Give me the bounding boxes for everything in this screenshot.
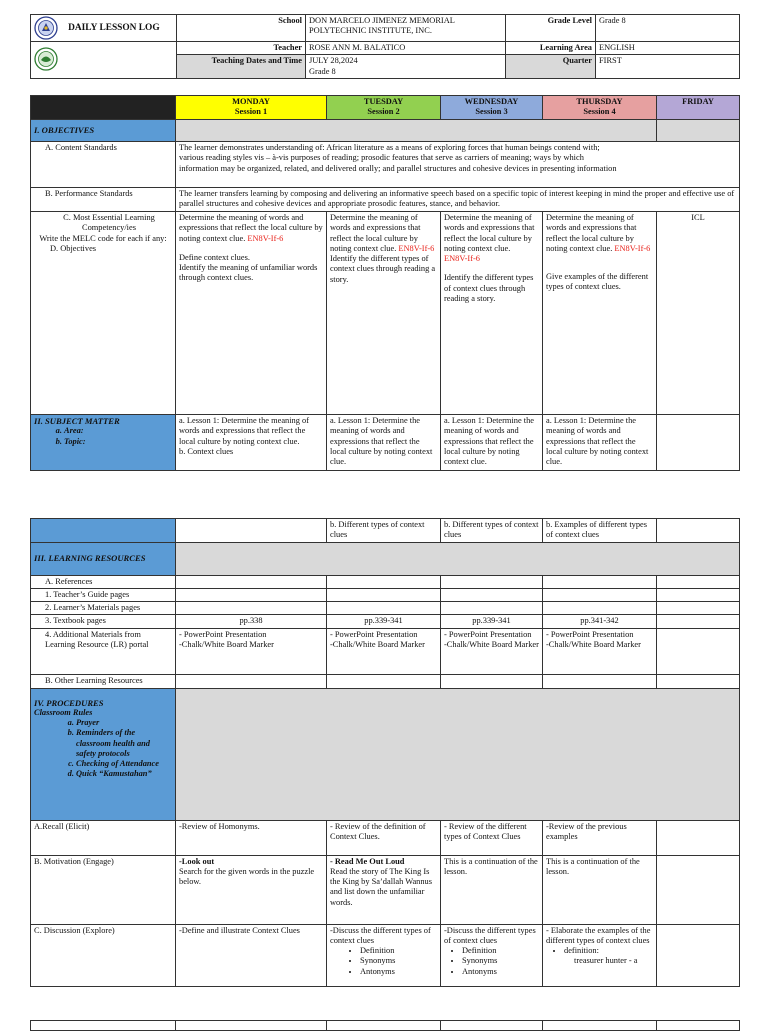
recall-label: A.Recall (Elicit) (31, 820, 176, 855)
procedures-heading-cell (31, 688, 176, 820)
thursday-session: Session 4 (583, 107, 616, 117)
next-row-tue (327, 1021, 441, 1031)
school-value: DON MARCELO JIMENEZ MEMORIAL POLYTECHNIC INSTITUTE, INC. (306, 15, 506, 42)
next-row-thu (543, 1021, 657, 1031)
materials-tue: - PowerPoint Presentation -Chalk/White Board Marker (327, 628, 441, 674)
discussion-thu (543, 924, 657, 986)
discussion-tue-text: -Discuss the different types of context clues (330, 925, 431, 945)
learning-resources-fill (176, 542, 740, 575)
log-title: DAILY LESSON LOG (68, 22, 160, 33)
references-mon (176, 575, 327, 588)
dates-value-line1: JULY 28,2024 (309, 56, 358, 66)
objectives-heading-fill-fri (657, 120, 740, 142)
discussion-wed (441, 924, 543, 986)
melc-label-3: D. Objectives (50, 243, 97, 253)
learning-area-label: Learning Area (506, 42, 596, 55)
teacher-value: ROSE ANN M. BALATICO (306, 42, 506, 55)
procedures-fill (176, 688, 740, 820)
tuesday-objective-a: Determine the meaning of words and expressions that reflect the local culture by noting context clue. (330, 213, 421, 253)
thursday-melc-code: EN8V-If-6 (614, 243, 651, 253)
wednesday-session: Session 3 (475, 107, 508, 117)
motivation-tue (327, 855, 441, 924)
references-tue (327, 575, 441, 588)
classroom-rules-label: Classroom Rules (34, 707, 93, 717)
subject-matter-heading-cell (31, 415, 176, 471)
grade-level-label: Grade Level (506, 15, 596, 42)
dates-value-line2: Grade 8 (309, 66, 336, 76)
discussion-thu-text: - Elaborate the examples of the different types of context clues (546, 925, 651, 945)
rule-item: c. Checking of Attendance (76, 759, 172, 769)
monday-objective-a: Determine the meaning of words and expressions that reflect the local culture by noting context clue. (179, 213, 323, 243)
tg-wed (441, 588, 543, 601)
tuesday-name: TUESDAY (363, 97, 404, 106)
tuesday-subject: a. Lesson 1: Determine the meaning of words and expressions that reflect the local culture by noting context clue. (327, 415, 441, 471)
discussion-tue-item: • Antonyms (360, 967, 437, 977)
textbook-pages-label: 3. Textbook pages (31, 615, 176, 628)
lesson-log-table-3 (30, 1020, 740, 1031)
textbook-wed: pp.339-341 (441, 615, 543, 628)
subject-continuation-label (31, 519, 176, 543)
melc-label-cell (31, 212, 176, 415)
other-tue (327, 674, 441, 688)
header-title-cell (31, 15, 177, 42)
next-row-label (31, 1021, 176, 1031)
materials-fri (657, 628, 740, 674)
rule-item: d. Quick “Kamustahan” (76, 769, 172, 779)
monday-subject-a: a. Lesson 1: Determine the meaning of words and expressions that reflect the local culture by noting context clue. (179, 416, 310, 446)
discussion-label: C. Discussion (Explore) (31, 924, 176, 986)
motivation-label: B. Motivation (Engage) (31, 855, 176, 924)
thursday-objectives (543, 212, 657, 415)
subject-matter-topic: b. Topic: (64, 437, 172, 447)
dates-value (306, 55, 506, 79)
motivation-tue-text: Read the story of The King Is the King by Sa’dallah Wannus and list down the unfamiliar words. (330, 866, 432, 907)
thursday-header (543, 96, 657, 120)
recall-tue: - Review of the definition of Context Clues. (327, 820, 441, 855)
tg-tue (327, 588, 441, 601)
motivation-thu: This is a continuation of the lesson. (543, 855, 657, 924)
tg-fri (657, 588, 740, 601)
other-mon (176, 674, 327, 688)
wednesday-objective-a: Determine the meaning of words and expressions that reflect the local culture by noting context clue. (444, 213, 535, 253)
motivation-mon (176, 855, 327, 924)
learning-area-value: ENGLISH (596, 42, 740, 55)
recall-wed: - Review of the different types of Context Clues (441, 820, 543, 855)
tuesday-melc-code: EN8V-If-6 (398, 243, 435, 253)
friday-header (657, 96, 740, 120)
recall-thu: -Review of the previous examples (543, 820, 657, 855)
wednesday-melc-code: EN8V-If-6 (444, 254, 480, 263)
thursday-objective-b: Give examples of the different types of context clues. (546, 272, 649, 292)
thursday-objective-a: Determine the meaning of words and expressions that reflect the local culture by noting context clue. (546, 213, 637, 253)
friday-name: FRIDAY (682, 97, 714, 106)
tuesday-session: Session 2 (367, 107, 400, 117)
next-row-mon (176, 1021, 327, 1031)
monday-melc-code: EN8V-If-6 (247, 233, 284, 243)
textbook-mon: pp.338 (176, 615, 327, 628)
quarter-value: FIRST (596, 55, 740, 79)
subject-matter-heading: II. SUBJECT MATTER (34, 416, 120, 426)
lm-wed (441, 602, 543, 615)
discussion-wed-item: • Definition (462, 946, 539, 956)
monday-objective-b: Define context clues. (179, 252, 250, 262)
additional-materials-label: 4. Additional Materials from Learning Resource (LR) portal (31, 628, 176, 674)
discussion-tue-list (330, 946, 437, 977)
references-thu (543, 575, 657, 588)
lesson-log-table-2 (30, 518, 740, 987)
motivation-tue-title: - Read Me Out Loud (330, 856, 405, 866)
motivation-mon-text: Search for the given words in the puzzle below. (179, 866, 315, 886)
learners-materials-label: 2. Learner’s Materials pages (31, 602, 176, 615)
lesson-log-table-1 (30, 95, 740, 471)
discussion-tue (327, 924, 441, 986)
content-standards-label: A. Content Standards (31, 142, 176, 188)
textbook-fri (657, 615, 740, 628)
friday-subject-cont (657, 519, 740, 543)
discussion-mon: -Define and illustrate Context Clues (176, 924, 327, 986)
tg-mon (176, 588, 327, 601)
monday-subject-cont (176, 519, 327, 543)
thursday-subject-b: b. Examples of different types of context clues (543, 519, 657, 543)
discussion-thu-extra: treasurer hunter - a (574, 956, 638, 966)
references-label: A. References (31, 575, 176, 588)
day-header-blank (31, 96, 176, 120)
wednesday-subject-b: b. Different types of context clues (441, 519, 543, 543)
friday-subject (657, 415, 740, 471)
wednesday-objectives (441, 212, 543, 415)
motivation-wed: This is a continuation of the lesson. (441, 855, 543, 924)
melc-label-1: C. Most Essential Learning Competency/ies (63, 213, 155, 233)
textbook-tue: pp.339-341 (327, 615, 441, 628)
melc-label-2: Write the MELC code for each if any: (39, 233, 167, 243)
recall-fri (657, 820, 740, 855)
objectives-heading: I. OBJECTIVES (31, 120, 176, 142)
materials-mon: - PowerPoint Presentation -Chalk/White Board Marker (176, 628, 327, 674)
tuesday-objectives (327, 212, 441, 415)
lm-tue (327, 602, 441, 615)
teachers-guide-label: 1. Teacher’s Guide pages (31, 588, 176, 601)
other-resources-label: B. Other Learning Resources (31, 674, 176, 688)
tuesday-header (327, 96, 441, 120)
learning-resources-heading: III. LEARNING RESOURCES (31, 542, 176, 575)
quarter-label: Quarter (506, 55, 596, 79)
monday-name: MONDAY (232, 97, 270, 106)
tuesday-objective-b: Identify the different types of context clues through reading a story. (330, 254, 436, 284)
rule-item: a. Prayer (76, 718, 172, 728)
objectives-heading-fill (176, 120, 657, 142)
lm-fri (657, 602, 740, 615)
references-wed (441, 575, 543, 588)
wednesday-header (441, 96, 543, 120)
lm-thu (543, 602, 657, 615)
dates-label: Teaching Dates and Time (177, 55, 306, 79)
performance-standards-text: The learner transfers learning by composing and delivering an informative speech based on a specific topic of interest keeping in mind the proper and effective use of parallel structures and cohesive devices and appropriate prosodic features, stance, and behavior. (176, 188, 740, 212)
subject-matter-list (34, 426, 172, 447)
discussion-thu-item: • definition: (564, 946, 653, 956)
discussion-tue-item: • Synonyms (360, 956, 437, 966)
tuesday-subject-b: b. Different types of context clues (327, 519, 441, 543)
school-label: School (177, 15, 306, 42)
monday-subject (176, 415, 327, 471)
thursday-subject: a. Lesson 1: Determine the meaning of words and expressions that reflect the local culture by noting context clue. (543, 415, 657, 471)
school-seal-icon (34, 47, 58, 71)
motivation-fri (657, 855, 740, 924)
thursday-name: THURSDAY (576, 97, 623, 106)
monday-header (176, 96, 327, 120)
wednesday-objective-b: Identify the different types of context clues through reading a story. (444, 273, 534, 303)
next-row-wed (441, 1021, 543, 1031)
procedures-heading: IV. PROCEDURES (34, 697, 104, 708)
materials-thu: - PowerPoint Presentation -Chalk/White Board Marker (543, 628, 657, 674)
other-fri (657, 674, 740, 688)
monday-objectives (176, 212, 327, 415)
textbook-thu: pp.341-342 (543, 615, 657, 628)
monday-subject-b: b. Context clues (179, 446, 234, 456)
monday-session: Session 1 (234, 107, 268, 117)
other-wed (441, 674, 543, 688)
friday-objectives: ICL (657, 212, 740, 415)
discussion-wed-item: • Antonyms (462, 967, 539, 977)
references-fri (657, 575, 740, 588)
header-seal-cell (31, 42, 177, 79)
teacher-label: Teacher (177, 42, 306, 55)
wednesday-subject: a. Lesson 1: Determine the meaning of words and expressions that reflect the local culture by noting context clue. (441, 415, 543, 471)
classroom-rules-list (34, 718, 172, 780)
rule-item: b. Reminders of the classroom health and safety protocols (76, 728, 172, 759)
motivation-mon-title: -Look out (179, 856, 215, 866)
header-table (30, 14, 740, 79)
discussion-fri (657, 924, 740, 986)
monday-objective-c: Identify the meaning of unfamiliar words through context clues. (179, 263, 318, 283)
content-standards-text: The learner demonstrates understanding of: African literature as a means of exploring forces that human beings contend with; various reading styles vis – à-vis purposes of reading; prosodic features that serve as carriers of meaning; ways by which information may be organized, related, and delivered orally; and parallel structures and cohesive devices in presenting information (176, 142, 740, 188)
discussion-thu-list (546, 946, 653, 956)
tg-thu (543, 588, 657, 601)
deped-seal-icon (34, 16, 58, 40)
other-thu (543, 674, 657, 688)
discussion-wed-list (444, 946, 539, 977)
materials-wed: - PowerPoint Presentation -Chalk/White Board Marker (441, 628, 543, 674)
lm-mon (176, 602, 327, 615)
grade-level-value: Grade 8 (596, 15, 740, 42)
discussion-wed-item: • Synonyms (462, 956, 539, 966)
subject-matter-area: a. Area: (64, 426, 172, 436)
performance-standards-label: B. Performance Standards (31, 188, 176, 212)
next-row-fri (657, 1021, 740, 1031)
discussion-tue-item: • Definition (360, 946, 437, 956)
discussion-wed-text: -Discuss the different types of context clues (444, 925, 536, 945)
wednesday-name: WEDNESDAY (464, 97, 519, 106)
recall-mon: -Review of Homonyms. (176, 820, 327, 855)
